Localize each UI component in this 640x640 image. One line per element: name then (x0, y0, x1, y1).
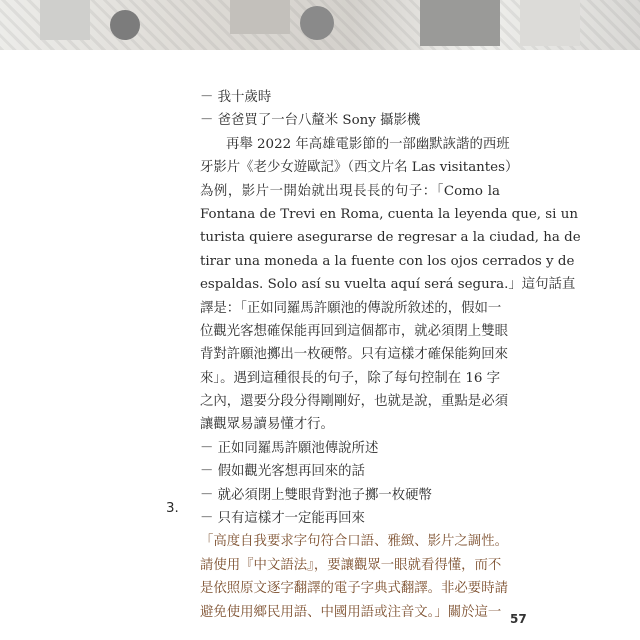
text-line: Fontana de Trevi en Roma, cuenta la leyenda que, si un (200, 206, 578, 222)
header-decorative-pattern (0, 0, 640, 50)
text-line: 背對許願池擲出一枚硬幣。只有這樣才確保能夠回來 (200, 347, 508, 363)
text-line: 避免使用鄉民用語、中國用語或注音文。」關於這一 (200, 604, 502, 620)
text-line: 為例，影片一開始就出現長長的句子：「Como la (200, 183, 500, 199)
text-line: 讓觀眾易讀易懂才行。 (200, 417, 334, 433)
text-line: 來」。遇到這種很長的句子，除了每句控制在 16 字 (200, 370, 501, 386)
text-line: － 我十歲時 (200, 90, 272, 105)
text-line: 請使用『中文語法』，要讓觀眾一眼就看得懂，而不 (200, 557, 502, 573)
text-line: － 正如同羅馬許願池傳說所述 (200, 440, 379, 456)
text-line: tirar una moneda a la fuente con los ojos cerrados y de (200, 253, 575, 269)
text-line: － 只有這樣才一定能再回來 (200, 511, 365, 527)
text-line: － 爸爸買了一台八釐米 Sony 攝影機 (200, 113, 421, 129)
text-line: 再舉 2022 年高雄電影節的一部幽默詼諧的西班 (226, 136, 510, 152)
text-line: 是依照原文逐字翻譯的電子字典式翻譯。非必要時請 (200, 581, 508, 597)
text-line: 牙影片《老少女遊歐記》（西文片名 Las visitantes） (200, 160, 519, 176)
list-number: 3. (166, 501, 179, 516)
text-line: 「高度自我要求字句符合口語、雅緻、影片之調性。 (200, 534, 508, 550)
text-line: 譯是：「正如同羅馬許願池的傳說所敘述的，假如一 (200, 300, 502, 316)
text-line: 之內，還要分段分得剛剛好，也就是說，重點是必須 (200, 394, 508, 410)
text-line: turista quiere asegurarse de regresar a la ciudad, ha de (200, 230, 581, 246)
text-line: － 就必須閉上雙眼背對池子擲一枚硬幣 (200, 487, 432, 503)
text-line: － 假如觀光客想再回來的話 (200, 464, 365, 480)
text-line: 位觀光客想確保能再回到這個都市，就必須閉上雙眼 (200, 323, 508, 339)
text-line: espaldas. Solo así su vuelta aquí será segura.」這句話直 (200, 277, 576, 293)
page-number: 57 (510, 612, 527, 626)
